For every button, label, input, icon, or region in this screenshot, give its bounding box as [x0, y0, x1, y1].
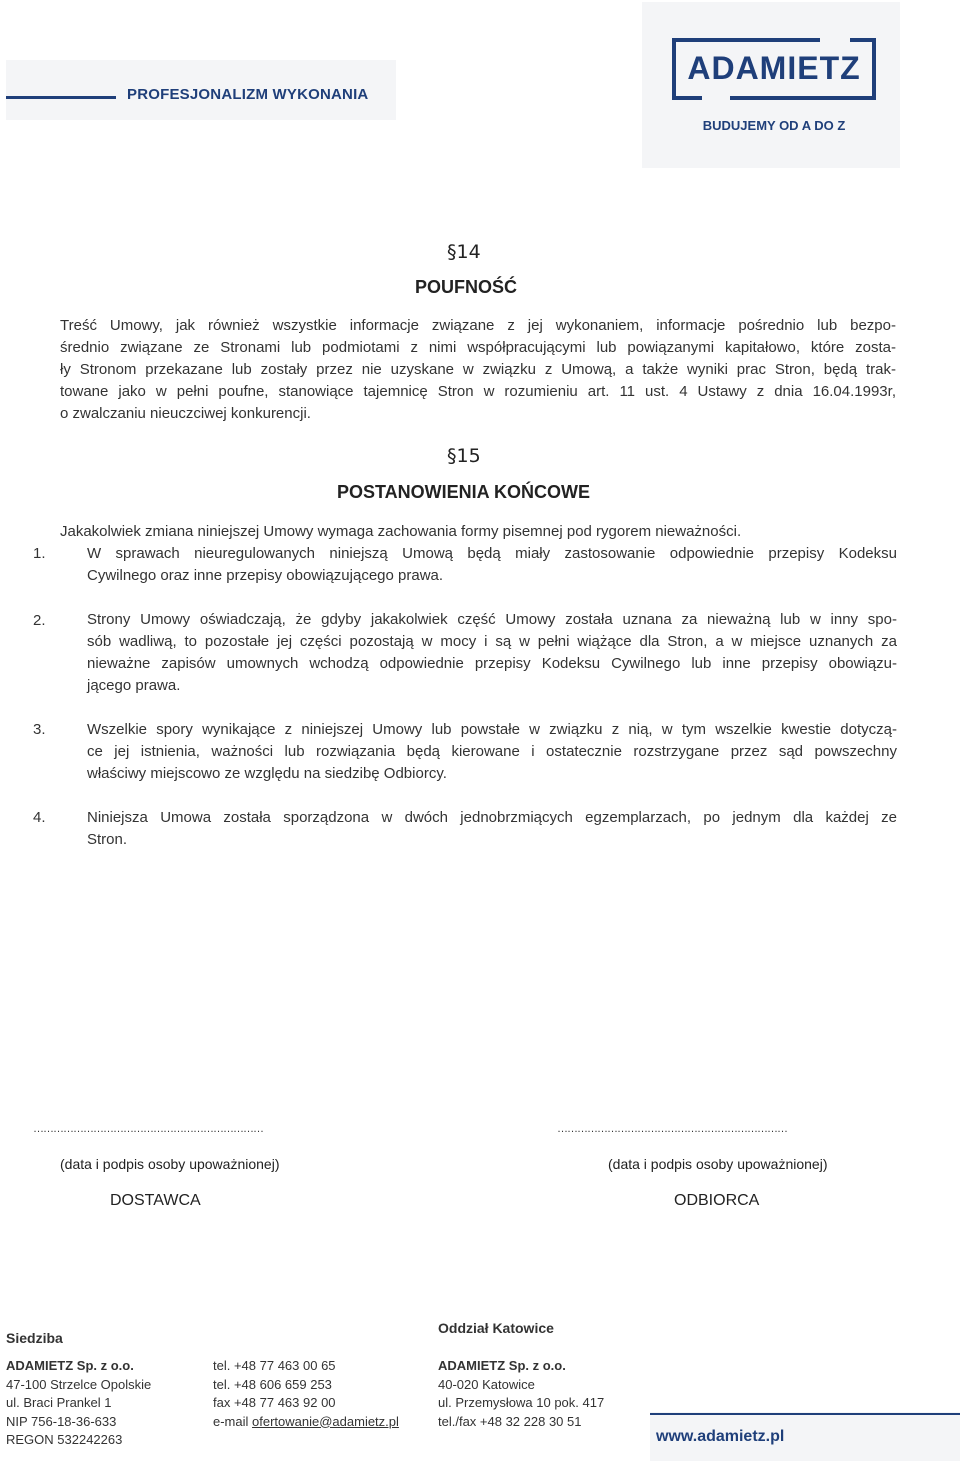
list-item-line: W sprawach nieuregulowanych niniejszą Umową będą miały zastosowanie odpowiednie przepisy Kodeksu: [87, 545, 897, 562]
footer-email-label: e-mail: [213, 1413, 253, 1429]
footer-contacts: [213, 1357, 399, 1431]
section-14-number: §14: [447, 241, 481, 263]
list-item-line: jącego prawa.: [87, 677, 181, 694]
section-15-intro: Jakakolwiek zmiana niniejszej Umowy wymaga zachowania formy pisemnej pod rygorem nieważności.: [60, 523, 742, 540]
header-tagline: PROFESJONALIZM WYKONANIA: [127, 86, 369, 103]
list-item: [87, 543, 897, 587]
footer-address-line: NIP 756-18-36-633: [6, 1413, 117, 1429]
website-rule: [650, 1413, 960, 1415]
list-item-number: 3.: [33, 721, 46, 738]
signature-role-supplier: DOSTAWCA: [110, 1192, 201, 1209]
footer-branch-company: ADAMIETZ Sp. z o.o.: [438, 1358, 566, 1373]
signature-role-buyer: ODBIORCA: [674, 1192, 760, 1209]
footer-branch-label: Oddział Katowice: [438, 1320, 554, 1336]
footer-company-name: ADAMIETZ Sp. z o.o.: [6, 1358, 134, 1373]
company-slogan: BUDUJEMY OD A DO Z: [702, 118, 846, 133]
list-item-line: Niniejsza Umowa została sporządzona w dwóch jednobrzmiących egzemplarzach, po jednym dla każdej ze: [87, 809, 897, 826]
signature-line-supplier: ……………………………………………………………: [33, 1123, 263, 1135]
footer-email-link[interactable]: ofertowanie@adamietz.pl: [252, 1413, 399, 1429]
paragraph-line: o zwalczaniu nieuczciwej konkurencji.: [60, 405, 311, 422]
company-logo: ADAMIETZ: [687, 50, 861, 86]
section-14-title: POUFNOŚĆ: [415, 277, 518, 297]
logo-frame-gap: [820, 34, 850, 42]
list-item: [87, 807, 897, 851]
footer-branch-line: 40-020 Katowice: [438, 1376, 535, 1392]
footer-headquarters-label: Siedziba: [6, 1330, 63, 1346]
logo-frame-gap: [702, 96, 730, 104]
footer-phone: tel. +48 606 659 253: [213, 1376, 332, 1392]
signature-caption-supplier: (data i podpis osoby upoważnionej): [60, 1156, 280, 1172]
website-link[interactable]: www.adamietz.pl: [656, 1428, 785, 1445]
footer-address-line: REGON 532242263: [6, 1432, 123, 1447]
footer-address-line: 47-100 Strzelce Opolskie: [6, 1376, 152, 1392]
footer-phone: tel. +48 77 463 00 65: [213, 1358, 336, 1373]
list-item-line: Strony Umowy oświadczają, że gdyby jakakolwiek część Umowy została uznana za nieważną lub w inny spo-: [87, 611, 897, 628]
list-item-number: 4.: [33, 809, 46, 826]
list-item-line: Cywilnego oraz inne przepisy obowiązującego prawa.: [87, 567, 444, 584]
section-15-title: POSTANOWIENIA KOŃCOWE: [337, 482, 590, 502]
footer-branch-line: tel./fax +48 32 228 30 51: [438, 1413, 582, 1429]
list-item-line: Wszelkie spory wynikające z niniejszej Umowy lub powstałe w związku z nią, w tym wszelkie kwestie dotyczą-: [87, 721, 897, 738]
footer-fax: fax +48 77 463 92 00: [213, 1395, 336, 1410]
signature-line-buyer: ……………………………………………………………: [557, 1123, 787, 1135]
footer-branch-line: ul. Przemysłowa 10 pok. 417: [438, 1395, 605, 1410]
header-tagline-rule: [6, 96, 116, 99]
footer-email-row: [213, 1413, 399, 1432]
paragraph-line: towane jako w pełni poufne, stanowiące tajemnicę Stron w rozumieniu art. 11 ust. 4 Ustawy z dnia 16.04.1993r,: [60, 383, 896, 400]
list-item-line: nieważne zapisów umownych wchodzą odpowiednie przepisy Kodeksu Cywilnego lub inne przepisy obowiązu-: [87, 655, 897, 672]
section-14-paragraph: [60, 315, 896, 425]
signature-caption-buyer: (data i podpis osoby upoważnionej): [608, 1156, 828, 1172]
list-item-line: sób wadliwą, to pozostałe jej części pozostają w mocy i są w pełni wiążące dla Stron, a w miejsce uznanych za: [87, 633, 897, 650]
list-item: [87, 609, 897, 697]
footer-branch: [438, 1357, 604, 1431]
list-item-line: właściwy miejscowo ze względu na siedzibę Odbiorcy.: [87, 765, 447, 782]
paragraph-line: średnio związane ze Stronami lub podmiotami z nimi współpracującymi lub powiązanymi kapitałowo, które zosta-: [60, 339, 896, 356]
footer-headquarters: [6, 1357, 151, 1450]
section-15-number: §15: [447, 445, 481, 467]
paragraph-line: Treść Umowy, jak również wszystkie informacje związane z jej wykonaniem, informacje pośrednio lub bezpo-: [60, 317, 896, 334]
list-item-number: 2.: [33, 612, 46, 629]
paragraph-line: ły Stronom przekazane lub zostały przez nie uzyskane w związku z Umową, a także wyniki prac Stron, będą trak-: [60, 361, 896, 378]
footer-address-line: ul. Braci Prankel 1: [6, 1395, 112, 1410]
list-item: [87, 719, 897, 785]
list-item-number: 1.: [33, 545, 46, 562]
list-item-line: ce jej istnienia, ważności lub rozwiązania będą kierowane i ostatecznie rozstrzygane przez sąd powszechny: [87, 743, 897, 760]
list-item-line: Stron.: [87, 831, 128, 848]
